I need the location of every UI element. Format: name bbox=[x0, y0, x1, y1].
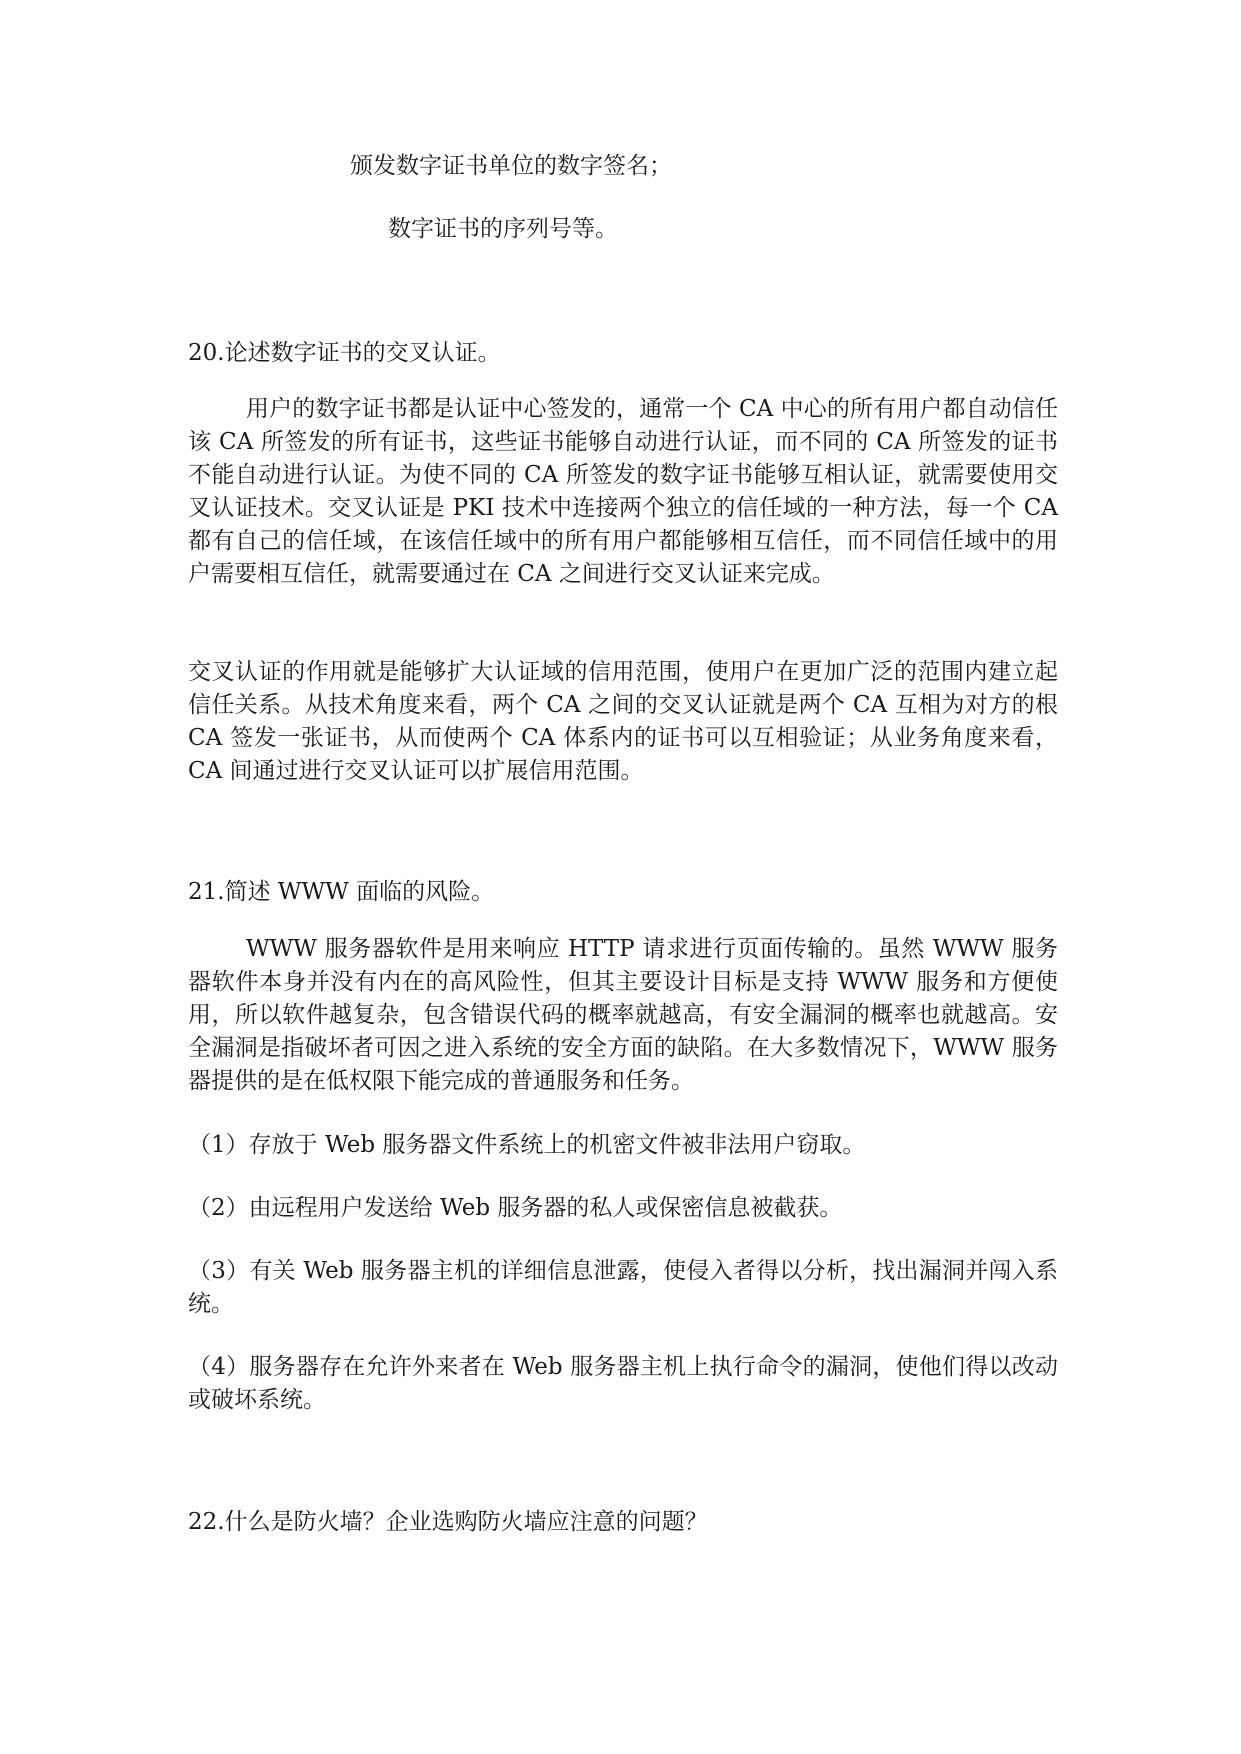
question-20-paragraph-1: 用户的数字证书都是认证中心签发的，通常一个 CA 中心的所有用户都自动信任该 CA 所签发的所有证书，这些证书能够自动进行认证，而不同的 CA 所签发的证书不能自动进行认证。为使不同的 CA 所签发的数字证书能够互相认证，就需要使用交叉认证技术。交叉认证是 PKI 技术中连接两个独立的信任域的一种方法，每一个 CA 都有自己的信任域，在该信任域中的所有用户都能够相互信任，而不同信任域中的用户需要相互信任，就需要通过在 CA 之间进行交叉认证来完成。 bbox=[188, 396, 1058, 587]
question-20-title: 20.论述数字证书的交叉认证。 bbox=[188, 340, 501, 366]
question-20-paragraph-2: 交叉认证的作用就是能够扩大认证域的信用范围，使用户在更加广泛的范围内建立起信任关系。从技术角度来看，两个 CA 之间的交叉认证就是两个 CA 互相为对方的根 CA 签发一张证书，从而使两个 CA 体系内的证书可以互相验证；从业务角度来看，CA 间通过进行交叉认证可以扩展信用范围。 bbox=[188, 659, 1058, 784]
question-21-paragraph-1: WWW 服务器软件是用来响应 HTTP 请求进行页面传输的。虽然 WWW 服务器软件本身并没有内在的高风险性，但其主要设计目标是支持 WWW 服务和方便使用，所以软件越复杂，包含错误代码的概率就越高，有安全漏洞的概率也就越高。安全漏洞是指破坏者可因之进入系统的安全方面的缺陷。在大多数情况下，WWW 服务器提供的是在低权限下能完成的普通服务和任务。 bbox=[188, 936, 1058, 1094]
intro-line-signature: 颁发数字证书单位的数字签名； bbox=[350, 153, 672, 179]
question-21-item-4: （4）服务器存在允许外来者在 Web 服务器主机上执行命令的漏洞，使他们得以改动或破坏系统。 bbox=[188, 1354, 1058, 1413]
question-21-item-1: （1）存放于 Web 服务器文件系统上的机密文件被非法用户窃取。 bbox=[188, 1132, 866, 1158]
intro-line-serial: 数字证书的序列号等。 bbox=[388, 216, 618, 242]
question-22-title: 22.什么是防火墙？企业选购防火墙应注意的问题？ bbox=[188, 1509, 708, 1535]
question-21-item-2: （2）由远程用户发送给 Web 服务器的私人或保密信息被截获。 bbox=[188, 1195, 843, 1221]
question-21-title: 21.简述 WWW 面临的风险。 bbox=[188, 879, 495, 905]
question-21-item-3: （3）有关 Web 服务器主机的详细信息泄露，使侵入者得以分析，找出漏洞并闯入系统。 bbox=[188, 1258, 1058, 1317]
